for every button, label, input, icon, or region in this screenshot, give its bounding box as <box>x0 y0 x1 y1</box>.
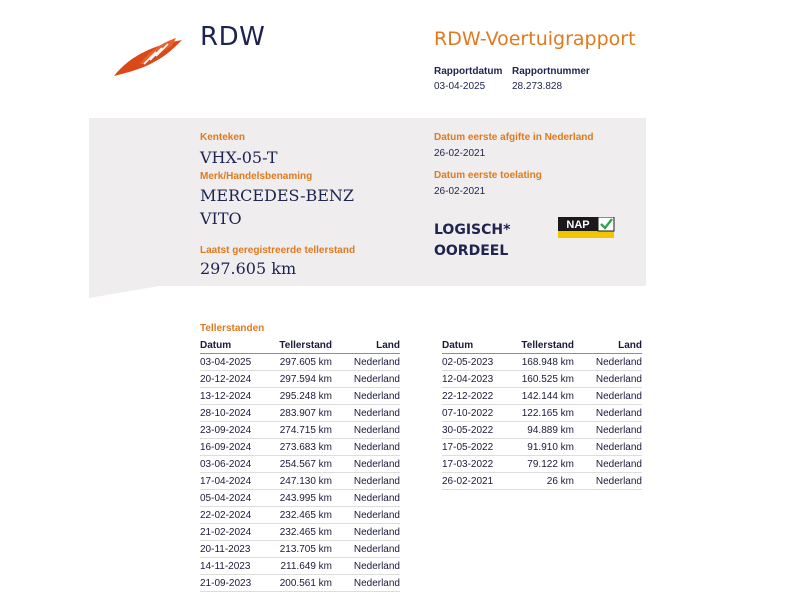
cell-country: Nederland <box>332 354 400 371</box>
cell-date: 30-05-2022 <box>442 422 514 439</box>
cell-reading: 211.649 km <box>272 558 332 575</box>
cell-date: 07-10-2022 <box>442 405 514 422</box>
cell-date: 17-04-2024 <box>200 473 272 490</box>
plate-label: Kenteken <box>200 132 246 143</box>
cell-country: Nederland <box>332 371 400 388</box>
cell-date: 20-11-2023 <box>200 541 272 558</box>
cell-date: 14-11-2023 <box>200 558 272 575</box>
table-row <box>200 575 400 592</box>
cell-country: Nederland <box>574 405 642 422</box>
cell-date: 17-05-2022 <box>442 439 514 456</box>
cell-country: Nederland <box>332 473 400 490</box>
table-header-row <box>200 337 400 354</box>
cell-reading: 122.165 km <box>514 405 574 422</box>
odometer-label: Laatst geregistreerde tellerstand <box>200 245 356 256</box>
cell-country: Nederland <box>332 541 400 558</box>
column-header-date: Datum <box>200 337 272 354</box>
cell-reading: 273.683 km <box>272 439 332 456</box>
verdict-line-2: OORDEEL <box>434 243 509 259</box>
model-value: VITO <box>200 209 242 228</box>
first-issue-nl-value: 26-02-2021 <box>434 148 486 159</box>
cell-reading: 243.995 km <box>272 490 332 507</box>
cell-country: Nederland <box>332 456 400 473</box>
cell-country: Nederland <box>574 422 642 439</box>
cell-reading: 297.594 km <box>272 371 332 388</box>
cell-country: Nederland <box>332 422 400 439</box>
vehicle-summary-panel <box>89 118 646 286</box>
cell-reading: 79.122 km <box>514 456 574 473</box>
table-row <box>442 422 642 439</box>
column-header-country: Land <box>574 337 642 354</box>
cell-reading: 297.605 km <box>272 354 332 371</box>
first-issue-nl-label: Datum eerste afgifte in Nederland <box>434 132 594 143</box>
report-number-block <box>512 66 590 92</box>
table-row <box>200 405 400 422</box>
cell-reading: 232.465 km <box>272 507 332 524</box>
table-row <box>200 439 400 456</box>
cell-country: Nederland <box>574 371 642 388</box>
table-row <box>442 354 642 371</box>
odometer-value: 297.605 km <box>200 259 297 278</box>
cell-reading: 295.248 km <box>272 388 332 405</box>
column-header-date: Datum <box>442 337 514 354</box>
cell-country: Nederland <box>574 473 642 490</box>
readings-table-right <box>442 337 642 490</box>
cell-country: Nederland <box>332 490 400 507</box>
first-admission-value: 26-02-2021 <box>434 186 486 197</box>
panel-notch <box>89 286 159 298</box>
cell-date: 22-12-2022 <box>442 388 514 405</box>
cell-date: 03-06-2024 <box>200 456 272 473</box>
table-row <box>200 354 400 371</box>
cell-date: 16-09-2024 <box>200 439 272 456</box>
cell-reading: 94.889 km <box>514 422 574 439</box>
table-row <box>200 422 400 439</box>
cell-date: 03-04-2025 <box>200 354 272 371</box>
table-row <box>200 456 400 473</box>
report-date-value: 03-04-2025 <box>434 81 486 92</box>
cell-reading: 254.567 km <box>272 456 332 473</box>
report-date-block <box>434 66 502 92</box>
cell-date: 26-02-2021 <box>442 473 514 490</box>
table-row <box>200 507 400 524</box>
table-row <box>442 439 642 456</box>
report-number-label: Rapportnummer <box>512 66 590 77</box>
cell-reading: 160.525 km <box>514 371 574 388</box>
make-label: Merk/Handelsbenaming <box>200 171 313 182</box>
verdict-line-1: LOGISCH* <box>434 222 511 238</box>
cell-reading: 232.465 km <box>272 524 332 541</box>
cell-reading: 91.910 km <box>514 439 574 456</box>
cell-country: Nederland <box>574 388 642 405</box>
cell-country: Nederland <box>332 558 400 575</box>
table-row <box>442 473 642 490</box>
cell-country: Nederland <box>574 456 642 473</box>
table-row <box>200 388 400 405</box>
cell-country: Nederland <box>332 575 400 592</box>
table-row <box>442 456 642 473</box>
cell-reading: 274.715 km <box>272 422 332 439</box>
column-header-country: Land <box>332 337 400 354</box>
cell-date: 05-04-2024 <box>200 490 272 507</box>
cell-date: 23-09-2024 <box>200 422 272 439</box>
report-title: RDW-Voertuigrapport <box>434 28 636 50</box>
table-row <box>442 388 642 405</box>
table-row <box>200 524 400 541</box>
cell-country: Nederland <box>574 354 642 371</box>
cell-date: 21-02-2024 <box>200 524 272 541</box>
cell-date: 28-10-2024 <box>200 405 272 422</box>
cell-date: 02-05-2023 <box>442 354 514 371</box>
table-row <box>442 371 642 388</box>
table-header-row <box>442 337 642 354</box>
table-row <box>200 541 400 558</box>
table-row <box>200 558 400 575</box>
cell-country: Nederland <box>332 388 400 405</box>
cell-country: Nederland <box>332 405 400 422</box>
column-header-reading: Tellerstand <box>514 337 574 354</box>
rdw-logo-icon <box>110 34 190 80</box>
make-value: MERCEDES-BENZ <box>200 186 355 205</box>
table-row <box>442 405 642 422</box>
cell-date: 12-04-2023 <box>442 371 514 388</box>
cell-country: Nederland <box>332 507 400 524</box>
cell-reading: 200.561 km <box>272 575 332 592</box>
cell-reading: 283.907 km <box>272 405 332 422</box>
cell-reading: 213.705 km <box>272 541 332 558</box>
nap-check-icon <box>558 217 616 239</box>
report-number-value: 28.273.828 <box>512 81 563 92</box>
column-header-reading: Tellerstand <box>272 337 332 354</box>
cell-country: Nederland <box>332 439 400 456</box>
cell-date: 20-12-2024 <box>200 371 272 388</box>
nap-text: NAP <box>566 219 590 231</box>
table-row <box>200 371 400 388</box>
cell-reading: 142.144 km <box>514 388 574 405</box>
table-row <box>200 490 400 507</box>
cell-reading: 26 km <box>514 473 574 490</box>
cell-country: Nederland <box>332 524 400 541</box>
cell-reading: 168.948 km <box>514 354 574 371</box>
first-admission-label: Datum eerste toelating <box>434 170 542 181</box>
table-row <box>200 473 400 490</box>
readings-title: Tellerstanden <box>200 323 265 334</box>
cell-date: 13-12-2024 <box>200 388 272 405</box>
cell-reading: 247.130 km <box>272 473 332 490</box>
readings-table-left <box>200 337 400 592</box>
plate-value: VHX-05-T <box>200 148 278 167</box>
report-date-label: Rapportdatum <box>434 66 503 77</box>
cell-date: 22-02-2024 <box>200 507 272 524</box>
verdict <box>434 220 510 262</box>
brand-name: RDW <box>200 22 266 52</box>
cell-date: 17-03-2022 <box>442 456 514 473</box>
cell-country: Nederland <box>574 439 642 456</box>
cell-date: 21-09-2023 <box>200 575 272 592</box>
